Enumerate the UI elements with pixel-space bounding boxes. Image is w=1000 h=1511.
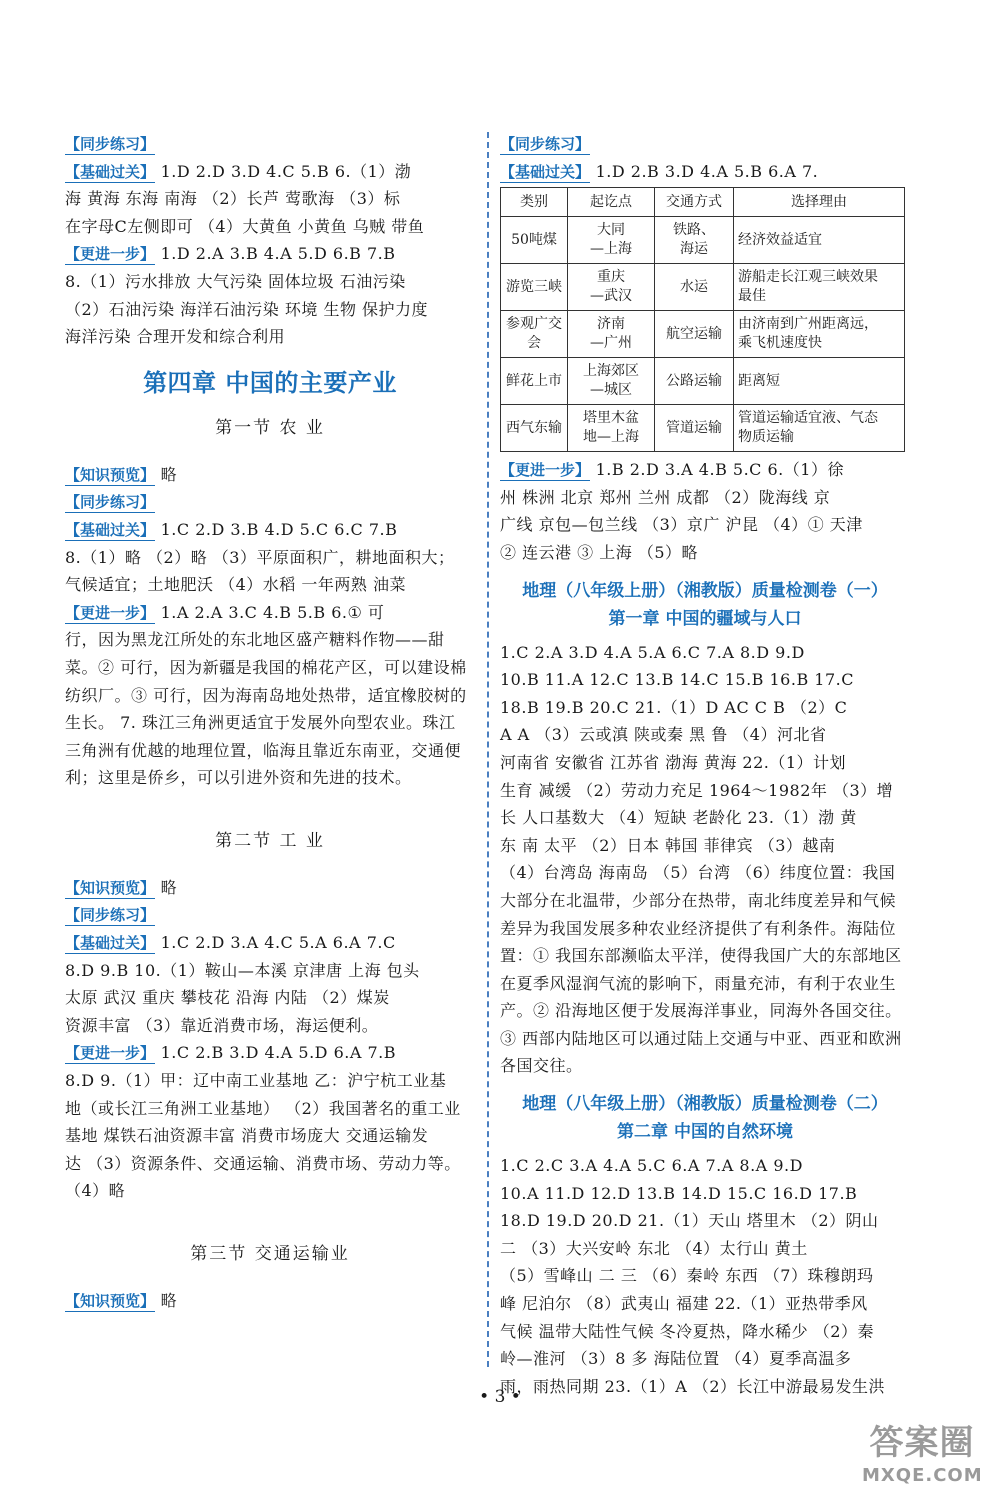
tag-basic: 【基础过关】 <box>65 934 156 953</box>
watermark-url: MXQE.COM <box>862 1465 983 1486</box>
left-column <box>65 130 475 1315</box>
answer-line: 达 （3）资源条件、交通运输、消费市场、劳动力等。 <box>65 1153 461 1173</box>
table-cell-mode: 水运 <box>655 264 734 311</box>
answer-line: 太原 武汉 重庆 攀枝花 沿海 内陆 （2）煤炭 <box>65 988 390 1008</box>
table-cell-category: 参观广交会 <box>501 311 568 358</box>
watermark-logo-text: 答案圈 <box>869 1423 975 1463</box>
table-cell-route: 大同 —上海 <box>568 217 655 264</box>
answer-line: 生育 减缓 （2）劳动力充足 1964～1982年 （3）增 <box>500 780 894 800</box>
answer-line: 8.D 9.B 10.（1）鞍山—本溪 京津唐 上海 包头 <box>65 960 420 980</box>
table-cell-category: 50吨煤 <box>501 217 568 264</box>
table-row <box>501 358 905 405</box>
answer-line: 资源丰富 （3）靠近消费市场，海运便利。 <box>65 1015 379 1035</box>
table-header: 交通方式 <box>655 188 734 217</box>
table-header-row <box>501 188 905 217</box>
answer-line: 略 <box>155 1291 178 1310</box>
table-cell-mode: 管道运输 <box>655 405 734 452</box>
table-cell-route: 上海郊区 —城区 <box>568 358 655 405</box>
answer-line: 1.A 2.A 3.C 4.B 5.B 6.① 可 <box>155 602 385 622</box>
answer-line: 行，因为黑龙江所处的东北地区盛产糖料作物——甜 <box>65 630 445 650</box>
section-title: 第三节 交通运输业 <box>190 1244 350 1264</box>
answer-line: 河南省 安徽省 江苏省 渤海 黄海 22.（1）计划 <box>500 752 847 772</box>
table-cell-route: 重庆 —武汉 <box>568 264 655 311</box>
answer-line: 基地 煤铁石油资源丰富 消费市场庞大 交通运输发 <box>65 1126 429 1146</box>
answer-line: 各国交往。 <box>500 1056 583 1076</box>
right-column <box>500 130 910 1400</box>
answer-line: 1.C 2.B 3.D 4.A 5.D 6.A 7.B <box>155 1043 396 1063</box>
answer-line: 18.B 19.B 20.C 21.（1）D AC C B （2）C <box>500 697 848 717</box>
answer-line: 在字母C左侧即可 （4）大黄鱼 小黄鱼 乌贼 带鱼 <box>65 216 425 236</box>
answer-line: A A （3）云或滇 陕或秦 黑 鲁 （4）河北省 <box>500 725 827 745</box>
table-row <box>501 264 905 311</box>
table-cell-category: 鲜花上市 <box>501 358 568 405</box>
exam-subtitle: 第二章 中国的自然环境 <box>617 1122 793 1143</box>
table-cell-reason: 游船走长江观三峡效果 最佳 <box>734 264 905 311</box>
answer-line: 1.C 2.D 3.B 4.D 5.C 6.C 7.B <box>155 519 398 539</box>
answer-line: 1.C 2.A 3.D 4.A 5.A 6.C 7.A 8.D 9.D <box>500 642 805 662</box>
tag-basic: 【基础过关】 <box>65 520 156 539</box>
answer-line: 8.（1）略 （2）略 （3）平原面积广，耕地面积大； <box>65 547 455 567</box>
table-cell-reason: 管道运输适宜液、气态 物质运输 <box>734 405 905 452</box>
answer-line: 地（或长江三角洲工业基地） （2）我国著名的重工业 <box>65 1098 461 1118</box>
tag-further: 【更进一步】 <box>500 461 591 480</box>
table-header: 选择理由 <box>734 188 905 217</box>
answer-line: 峰 尼泊尔 （8）武夷山 福建 22.（1）亚热带季风 <box>500 1294 868 1314</box>
table-cell-category: 游览三峡 <box>501 264 568 311</box>
answer-line: 二 （3）大兴安岭 东北 （4）太行山 黄土 <box>500 1238 808 1258</box>
answer-line: 差异为我国发展多种农业经济提供了有利条件。海陆位 <box>500 918 897 938</box>
chapter-title: 第四章 中国的主要产业 <box>143 368 397 397</box>
answer-line: 广线 京包—包兰线 （3）京广 沪昆 （4）① 天津 <box>500 515 863 535</box>
tag-preview: 【知识预览】 <box>65 465 156 484</box>
exam-subtitle: 第一章 中国的疆域与人口 <box>608 608 802 629</box>
answer-line: 18.D 19.D 20.D 21.（1）天山 塔里木 （2）阴山 <box>500 1211 879 1231</box>
tag-further: 【更进一步】 <box>65 245 156 264</box>
answer-line: 1.C 2.C 3.A 4.A 5.C 6.A 7.A 8.A 9.D <box>500 1156 803 1176</box>
table-cell-mode: 铁路、 海运 <box>655 217 734 264</box>
answer-line: ③ 西部内陆地区可以通过陆上交通与中亚、西亚和欧洲 <box>500 1028 902 1048</box>
answer-line: 8.D 9.（1）甲：辽中南工业基地 乙：沪宁杭工业基 <box>65 1071 447 1091</box>
answer-line: 三角洲有优越的地理位置，临海且靠近东南亚，交通便 <box>65 740 462 760</box>
answer-line: 置：① 我国东部濒临太平洋，使得我国广大的东部地区 <box>500 946 902 966</box>
section-title: 第二节 工 业 <box>215 830 325 851</box>
answer-line: 10.B 11.A 12.C 13.B 14.C 15.B 16.B 17.C <box>500 670 854 690</box>
page-number: • 3 • <box>479 1387 521 1407</box>
column-divider <box>487 132 489 1367</box>
table-cell-category: 西气东输 <box>501 405 568 452</box>
table-cell-reason: 距离短 <box>734 358 905 405</box>
answer-line: 1.D 2.B 3.D 4.A 5.B 6.A 7. <box>590 161 819 181</box>
answer-line: 在夏季风湿润气流的影响下，雨量充沛，有利于农业生 <box>500 973 897 993</box>
exam-title: 地理（八年级上册）（湘教版）质量检测卷（一） <box>522 580 888 601</box>
answer-line: 略 <box>155 877 178 897</box>
tag-sync-practice: 【同步练习】 <box>65 135 156 153</box>
answer-line: 东 南 太平 （2）日本 韩国 菲律宾 （3）越南 <box>500 835 836 855</box>
answer-line: 长 人口基数大 （4）短缺 老龄化 23.（1）渤 黄 <box>500 808 857 828</box>
table-cell-mode: 公路运输 <box>655 358 734 405</box>
answer-line: 8.（1）污水排放 大气污染 固体垃圾 石油污染 <box>65 271 406 291</box>
answer-line: 海洋污染 合理开发和综合利用 <box>65 327 286 347</box>
answer-line: 生长。 7. 珠江三角洲更适宜于发展外向型农业。珠江 <box>65 713 456 733</box>
answer-line: 10.A 11.D 12.D 13.B 14.D 15.C 16.D 17.B <box>500 1183 858 1203</box>
tag-sync-practice: 【同步练习】 <box>500 135 591 153</box>
answer-line: 州 株洲 北京 郑州 兰州 成都 （2）陇海线 京 <box>500 487 831 507</box>
tag-preview: 【知识预览】 <box>65 878 156 897</box>
tag-further: 【更进一步】 <box>65 603 156 622</box>
answer-line: （2）石油污染 海洋石油污染 环境 生物 保护力度 <box>65 299 429 319</box>
table-header: 类别 <box>501 188 568 217</box>
answer-line: （4）略 <box>65 1181 126 1201</box>
table-row <box>501 311 905 358</box>
table-cell-reason: 经济效益适宜 <box>734 217 905 264</box>
answer-line: （4）台湾岛 海南岛 （5）台湾 （6）纬度位置：我国 <box>500 863 896 883</box>
answer-line: 雨，雨热同期 23.（1）A （2）长江中游最易发生洪 <box>500 1376 886 1396</box>
transport-table <box>500 187 905 452</box>
tag-further: 【更进一步】 <box>65 1044 156 1063</box>
table-row <box>501 217 905 264</box>
answer-line: 1.B 2.D 3.A 4.B 5.C 6.（1）徐 <box>590 460 844 480</box>
answer-line: 产。② 沿海地区便于发展海洋事业，同海外各国交往。 <box>500 1001 902 1021</box>
tag-preview: 【知识预览】 <box>65 1292 156 1310</box>
tag-basic: 【基础过关】 <box>65 162 156 181</box>
answer-line: 1.D 2.A 3.B 4.A 5.D 6.B 7.B <box>155 244 396 264</box>
tag-basic: 【基础过关】 <box>500 162 591 181</box>
answer-line: 1.C 2.D 3.A 4.C 5.A 6.A 7.C <box>155 933 396 953</box>
table-cell-mode: 航空运输 <box>655 311 734 358</box>
answer-line: 略 <box>155 464 178 484</box>
answer-line: 岭—淮河 （3）8 多 海陆位置 （4）夏季高温多 <box>500 1349 852 1369</box>
table-header: 起讫点 <box>568 188 655 217</box>
exam-title: 地理（八年级上册）（湘教版）质量检测卷（二） <box>522 1094 888 1115</box>
answer-line: 气候 温带大陆性气候 冬冷夏热，降水稀少 （2）秦 <box>500 1321 874 1341</box>
answer-line: 菜。② 可行，因为新疆是我国的棉花产区，可以建设棉 <box>65 657 467 677</box>
watermark-logo <box>862 1421 982 1503</box>
answer-line: 纺织厂。③ 可行，因为海南岛地处热带，适宜橡胶树的 <box>65 685 467 705</box>
section-title: 第一节 农 业 <box>215 417 325 438</box>
answer-line: 海 黄海 东海 南海 （2）长芦 莺歌海 （3）标 <box>65 189 401 209</box>
tag-sync-practice: 【同步练习】 <box>65 493 156 512</box>
answer-line: （5）雪峰山 二 三 （6）秦岭 东西 （7）珠穆朗玛 <box>500 1266 874 1286</box>
answer-line: 利；这里是侨乡，可以引进外资和先进的技术。 <box>65 768 412 788</box>
tag-sync-practice: 【同步练习】 <box>65 906 156 925</box>
table-cell-route: 济南 —广州 <box>568 311 655 358</box>
answer-line: 1.D 2.D 3.D 4.C 5.B 6.（1）渤 <box>155 161 412 181</box>
table-cell-reason: 由济南到广州距离远， 乘飞机速度快 <box>734 311 905 358</box>
answer-line: 大部分在北温带，少部分在热带，南北纬度差异和气候 <box>500 890 897 910</box>
answer-line: ② 连云港 ③ 上海 （5）略 <box>500 542 699 562</box>
table-cell-route: 塔里木盆 地—上海 <box>568 405 655 452</box>
table-row <box>501 405 905 452</box>
answer-line: 气候适宜；土地肥沃 （4）水稻 一年两熟 油菜 <box>65 575 406 595</box>
